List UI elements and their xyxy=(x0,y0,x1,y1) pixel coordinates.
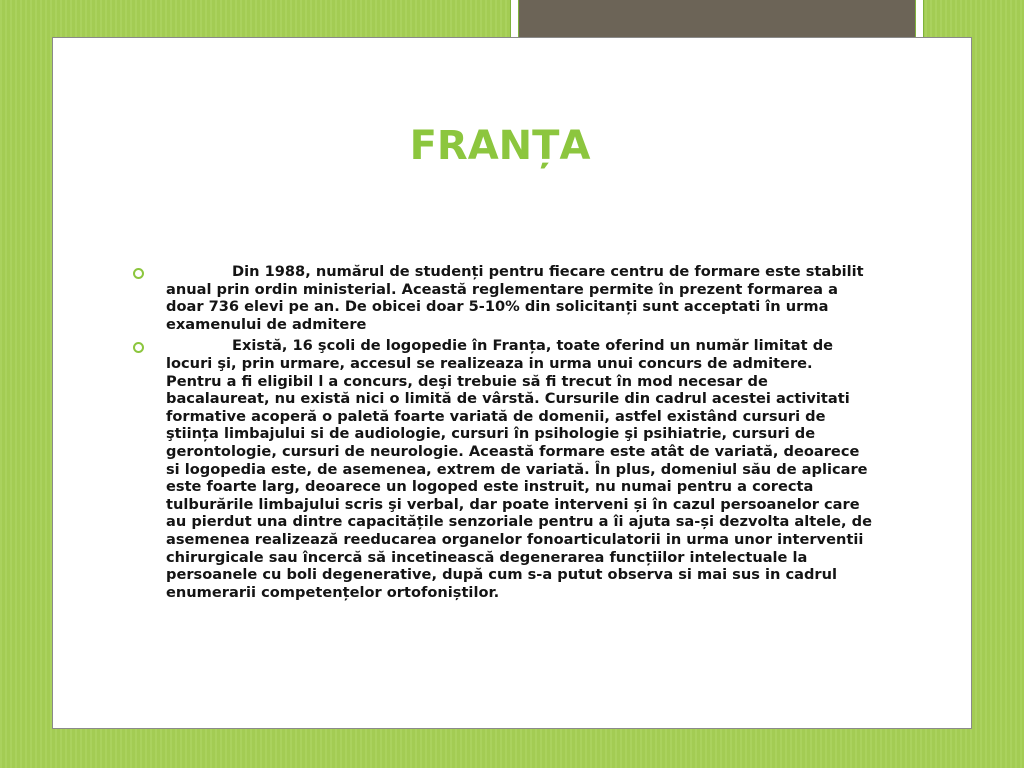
bullet-circle-icon xyxy=(133,342,144,353)
bullet-circle-icon xyxy=(133,268,144,279)
bullet-list xyxy=(132,263,872,605)
bullet-item-admission-numbers xyxy=(132,263,872,333)
bullet-item-speech-therapy-schools xyxy=(132,337,872,601)
slide-title: FRANȚA xyxy=(409,123,591,169)
bullet-text: Există, 16 şcoli de logopedie în Franța, toate oferind un număr limitat de locuri şi, prin urmare, accesul se realizeaza in urma unui concurs de admitere. Pentru a fi eligibil l a concurs, deşi trebuie să fi trecut în mod necesar de bacalaureat, nu există nici o limită de vârstă. Cursurile din cadrul acestei activitati formative acoperă o paletă foarte variată de domenii, astfel existând cursuri de ştiința limbajului si de audiologie, cursuri în psihologie şi psihiatrie, cursuri de gerontologie, cursuri de neurologie. Această formare este atât de variată, deoarece si logopedia este, de asemenea, extrem de variată. În plus, domeniul său de aplicare este foarte larg, deoarece un logoped este instruit, nu numai pentru a corecta tulburările limbajului scris şi verbal, dar poate interveni și în cazul persoanelor care au pierdut una dintre capacitățile senzoriale pentru a îi ajuta sa-și dezvolta altele, de asemenea realizează reeducarea organelor fonoarticulatorii in urma unor interventii chirurgicale sau încercă să incetinească degenerarea funcțiilor intelectuale la persoanele cu boli degenerative, după cum s-a putut observa si mai sus in cadrul enumerarii competențelor ortofoniștilor. xyxy=(166,337,872,601)
bullet-text: Din 1988, numărul de studenți pentru fiecare centru de formare este stabilit anual prin ordin ministerial. Această reglementare permite în prezent formarea a doar 736 elevi pe an. De obicei doar 5-10% din solicitanți sunt acceptati în urma examenului de admitere xyxy=(166,263,864,333)
